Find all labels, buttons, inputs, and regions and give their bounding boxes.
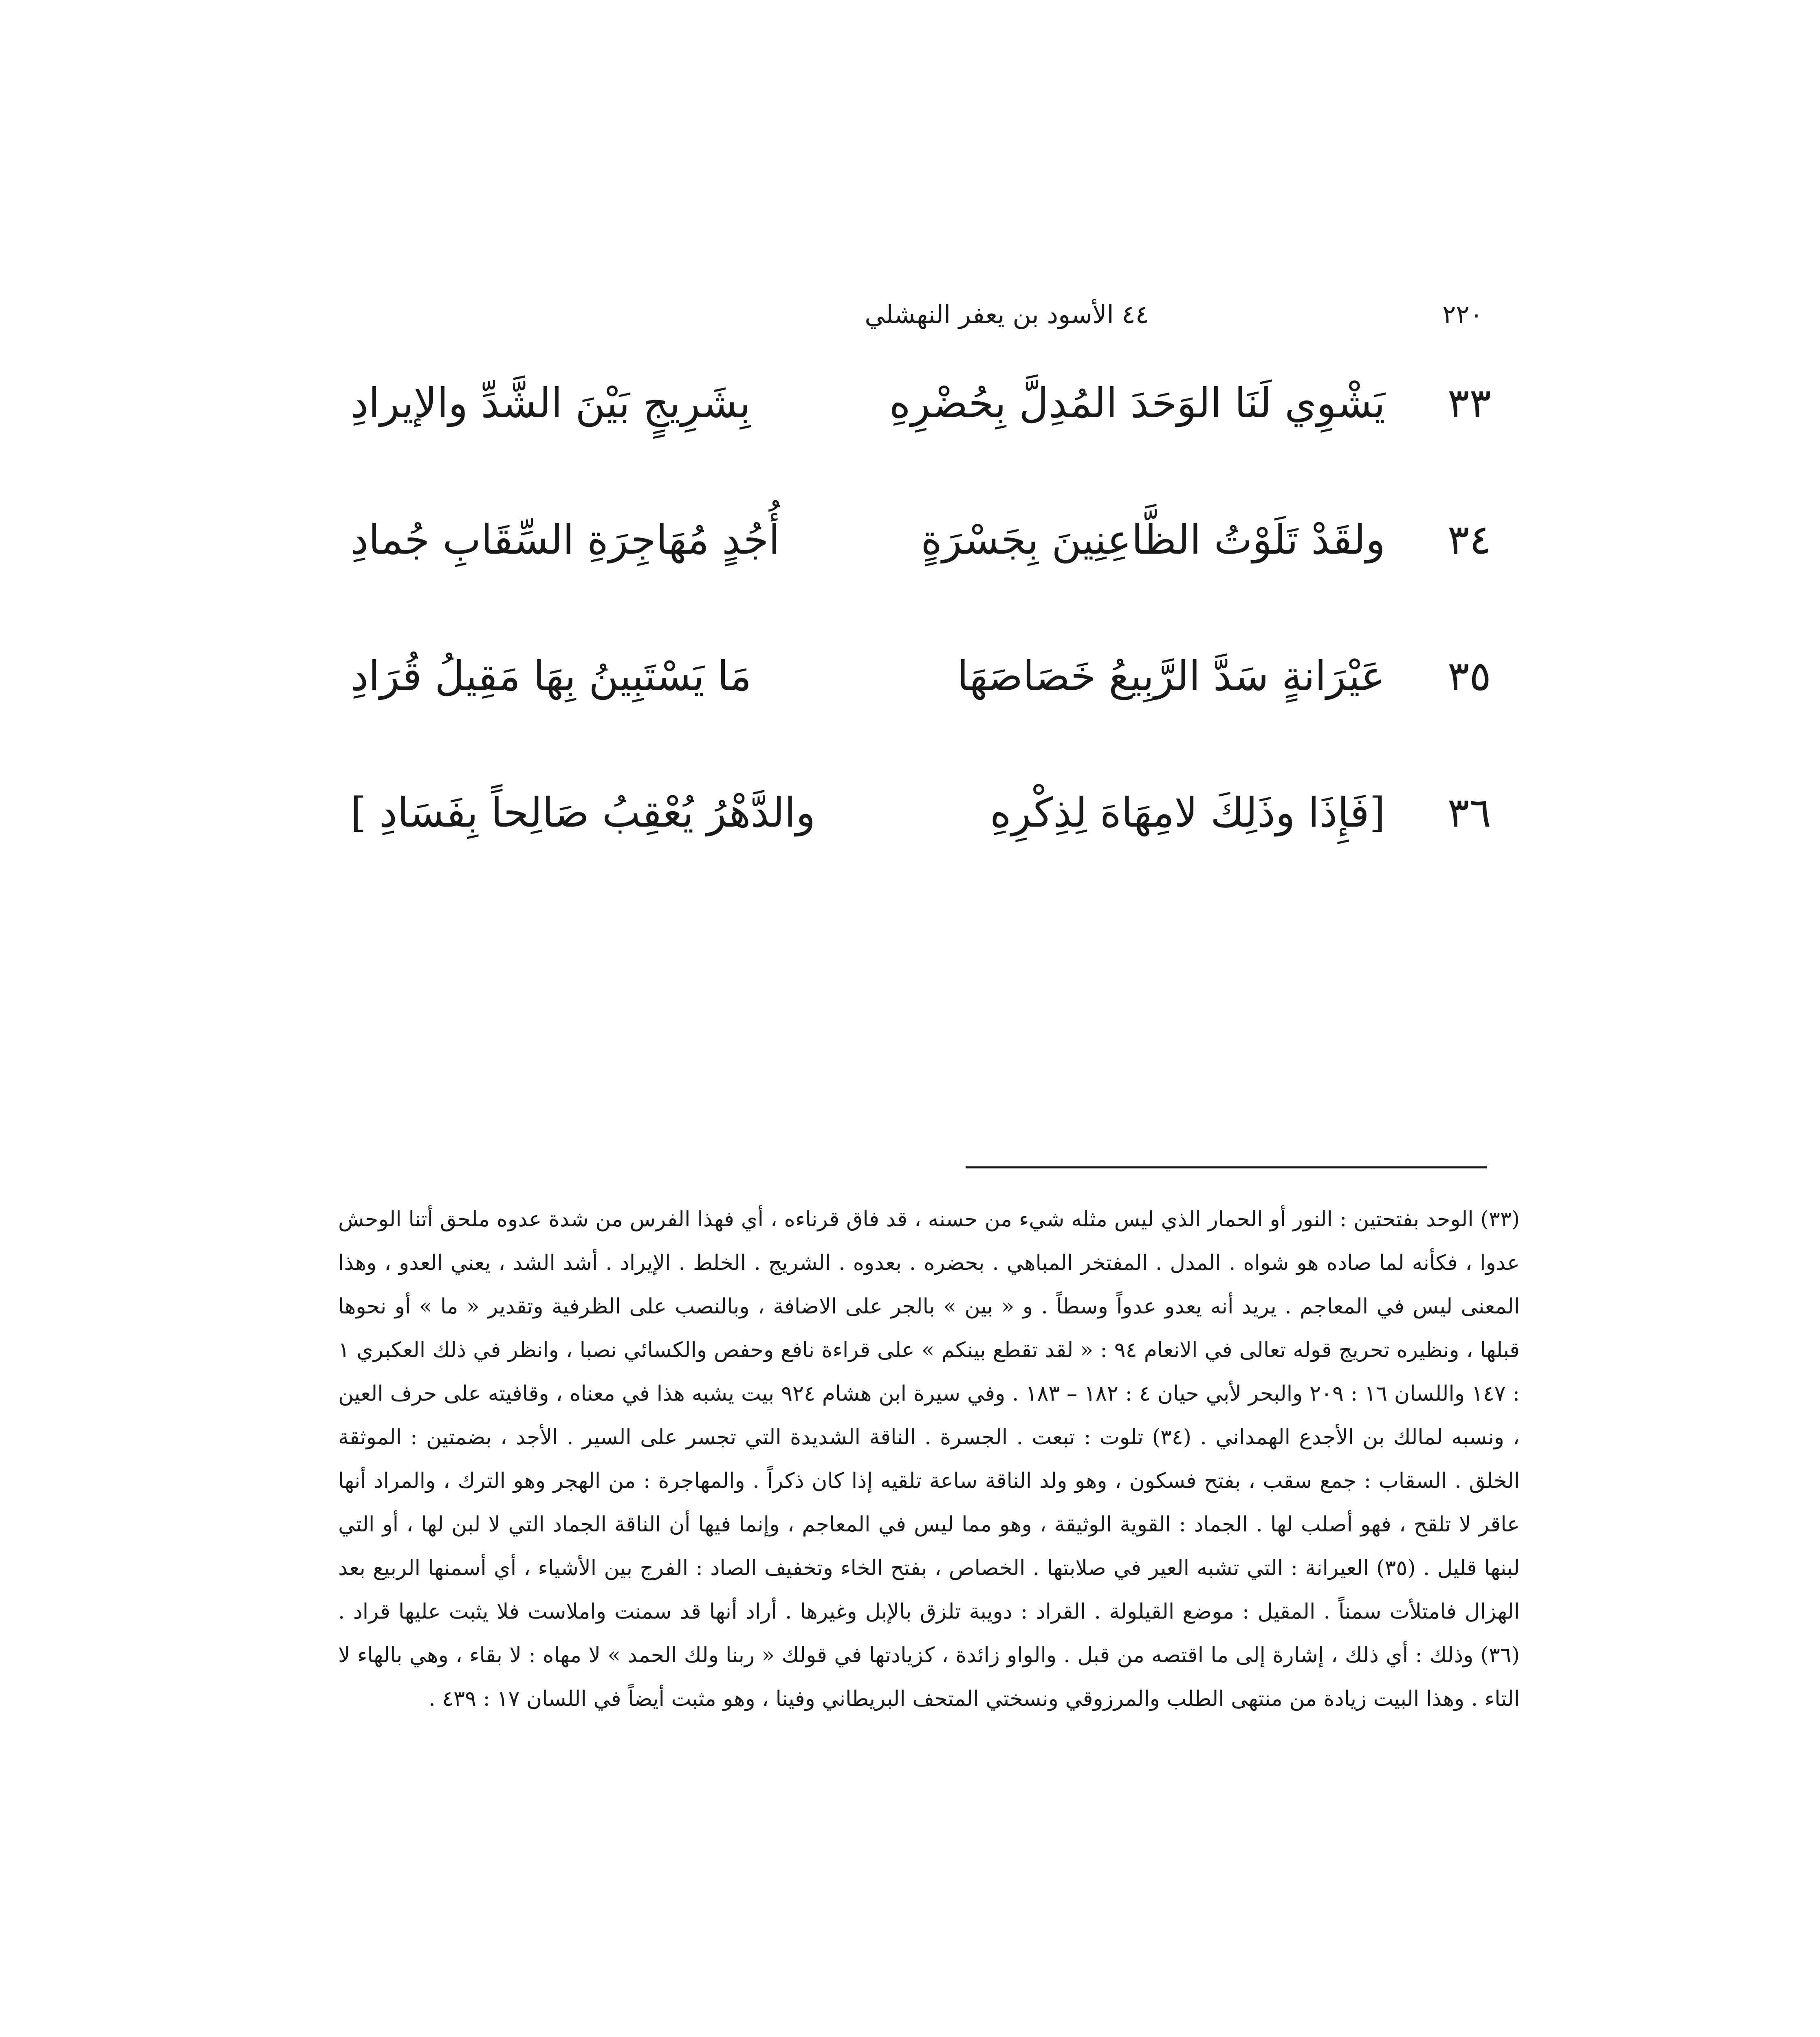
verse-35 xyxy=(350,640,1491,776)
verse-number: ٣٤ xyxy=(1447,516,1491,563)
page-header xyxy=(326,299,1507,348)
verse-number: ٣٣ xyxy=(1447,379,1491,427)
verse-first-hemistich: عَيْرَانةٍ سَدَّ الرَّبِيعُ خَصَاصَهَا xyxy=(957,652,1385,700)
verse-36 xyxy=(350,776,1491,913)
verse-first-hemistich: يَشْوِي لَنَا الوَحَدَ المُدِلَّ بِحُضْرِهِ xyxy=(889,379,1385,427)
commentary-notes xyxy=(338,1198,1520,1721)
verse-34 xyxy=(350,503,1491,640)
verse-second-hemistich: مَا يَسْتَبِينُ بِهَا مَقِيلُ قُرَادِ xyxy=(350,652,752,700)
verse-second-hemistich: بِشَرِيجٍ بَيْنَ الشَّدِّ والإيرادِ xyxy=(350,379,751,427)
verse-number: ٣٥ xyxy=(1447,652,1491,700)
footnote-separator xyxy=(966,1166,1487,1168)
verse-33 xyxy=(350,367,1491,503)
page-number: ٢٢٠ xyxy=(1442,299,1483,329)
commentary-text: (٣٣) الوحد بفتحتين : النور أو الحمار الذي ليس مثله شيء من حسنه ، قد فاق قرناءه ، أي فهذا الفرس من شدة عدوه ملحق أتنا الوحش عدوا ، فكأنه لما صاده هو شواه . المدل . المفتخر المباهي . بحضره . بعدوه . الشريج . الخلط . الإيراد . أشد الشد ، يعني العدو ، وهذا المعنى ليس في المعاجم . يريد أنه يعدو عدواً وسطاً . و « بين » بالجر على الاضافة ، وبالنصب على الظرفية وتقدير « ما » أو نحوها قبلها ، ونظيره تحريج قوله تعالى في الانعام ٩٤ : « لقد تقطع بينكم » على قراءة نافع وحفص والكسائي نصبا ، وانظر في ذلك العكبري ١ : ١٤٧ واللسان ١٦ : ٢٠٩ والبحر لأبي حيان ٤ : ١٨٢ – ١٨٣ . وفي سيرة ابن هشام ٩٢٤ بيت يشبه هذا في معناه ، وقافيته على حرف العين ، ونسبه لمالك بن الأجدع الهمداني . (٣٤) تلوت : تبعت . الجسرة . الناقة الشديدة التي تجسر على السير . الأجد ، بضمتين : الموثقة الخلق . السقاب : جمع سقب ، بفتح فسكون ، وهو ولد الناقة ساعة تلقيه إذا كان ذكراً . والمهاجرة : من الهجر وهو الترك ، والمراد أنها عاقر لا تلقح ، فهو أصلب لها . الجماد : القوية الوثيقة ، وهو مما ليس في المعاجم ، وإنما فيها أن الناقة الجماد التي لا لبن لها ، أو التي لبنها قليل . (٣٥) العيرانة : التي تشبه العير في صلابتها . الخصاص ، بفتح الخاء وتخفيف الصاد : الفرج بين الأشياء ، أي أسمنها الربيع بعد الهزال فامتلأت سمناً . المقيل : موضع القيلولة . القراد : دويبة تلزق بالإبل وغيرها . أراد أنها قد سمنت واملاست فلا يثبت عليها قراد . (٣٦) وذلك : أي ذلك ، إشارة إلى ما اقتصه من قبل . والواو زائدة ، كزيادتها في قولك « ربنا ولك الحمد » لا مهاه : لا بقاء ، وهي بالهاء لا التاء . وهذا البيت زيادة من منتهى الطلب والمرزوقي ونسختي المتحف البريطاني وفينا ، وهو مثبت أيضاً في اللسان ١٧ : ٤٣٩ . xyxy=(338,1207,1520,1711)
verse-first-hemistich: ولقَدْ تَلَوْتُ الظَّاعِنِينَ بِجَسْرَةٍ xyxy=(921,516,1385,563)
verse-second-hemistich: والدَّهْرُ يُعْقِبُ صَالِحاً بِفَسَادِ ] xyxy=(350,789,816,836)
verse-number: ٣٦ xyxy=(1447,789,1491,836)
poem-verses xyxy=(350,367,1491,913)
verse-first-hemistich: [فَإِذَا وذَلِكَ لامِهَاهَ لِذِكْرِهِ xyxy=(990,789,1385,836)
running-title: ٤٤ الأسود بن يعفر النهشلي xyxy=(865,299,1149,329)
verse-second-hemistich: أُجُدٍ مُهَاجِرَةِ السِّقَابِ جُمادِ xyxy=(350,516,780,563)
